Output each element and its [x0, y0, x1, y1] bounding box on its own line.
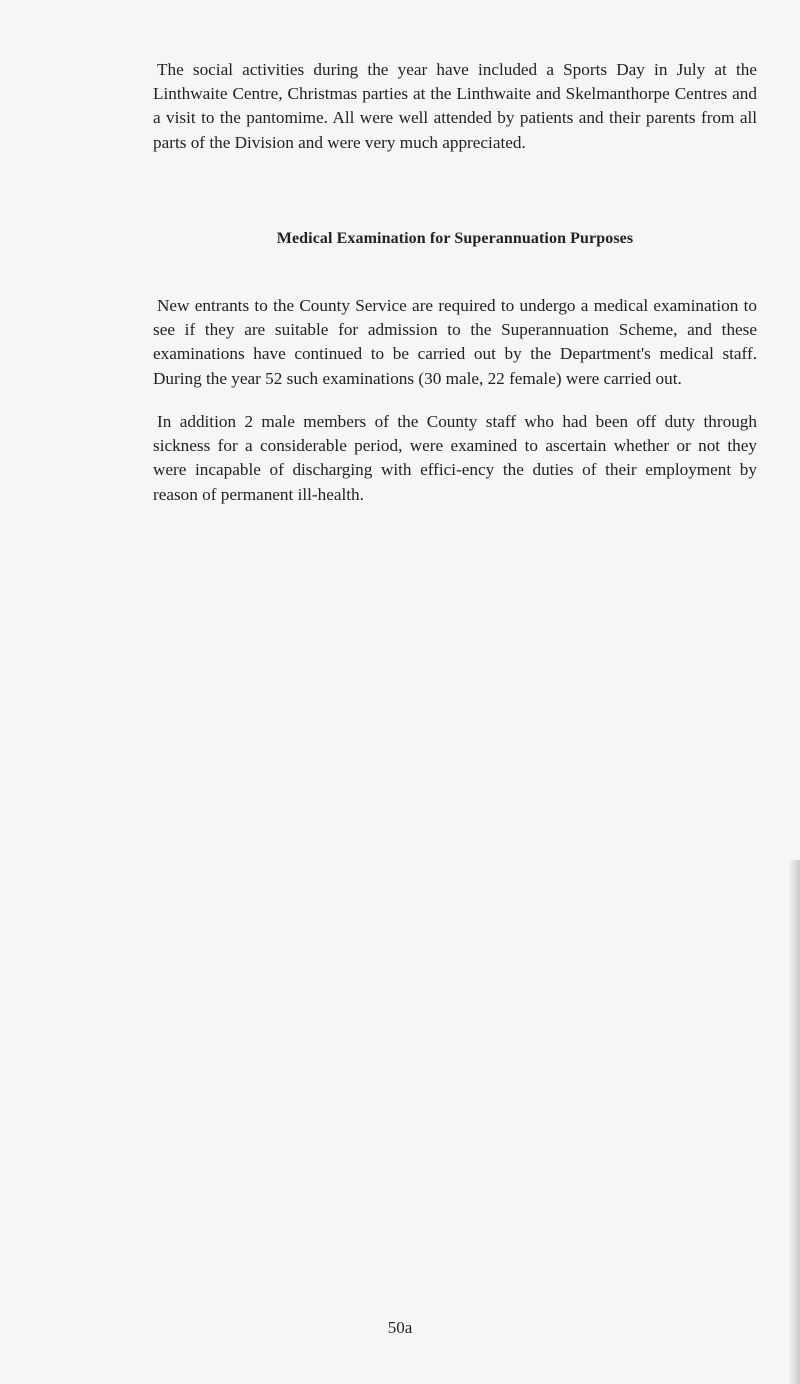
paragraph-new-entrants: New entrants to the County Service are required to undergo a medical examination to see if they are suitable for admission to the Superannuation Scheme, and these examinations have continued to be carried out by the Department's medical staff. During the year 52 such examinations (30 male, 22 female) were carried out. — [153, 296, 757, 388]
paragraph-staff-examinations: In addition 2 male members of the County staff who had been off duty through sickness for a considerable period, were examined to ascertain whether or not they were incapable of discharging with effici-ency the duties of their employment by reason of permanent ill-health. — [153, 412, 757, 504]
page-edge-shadow — [788, 860, 800, 1384]
page-number: 50a — [387, 1318, 413, 1337]
section-heading: Medical Examination for Superannuation Purposes — [276, 230, 634, 247]
paragraph-social-activities: The social activities during the year have included a Sports Day in July at the Linthwaite Centre, Christmas parties at the Linthwaite and Skelmanthorpe Centres and a visit to the pantomime. All were well attended by patients and their parents from all parts of the Division and were very much appreciated. — [153, 60, 757, 152]
